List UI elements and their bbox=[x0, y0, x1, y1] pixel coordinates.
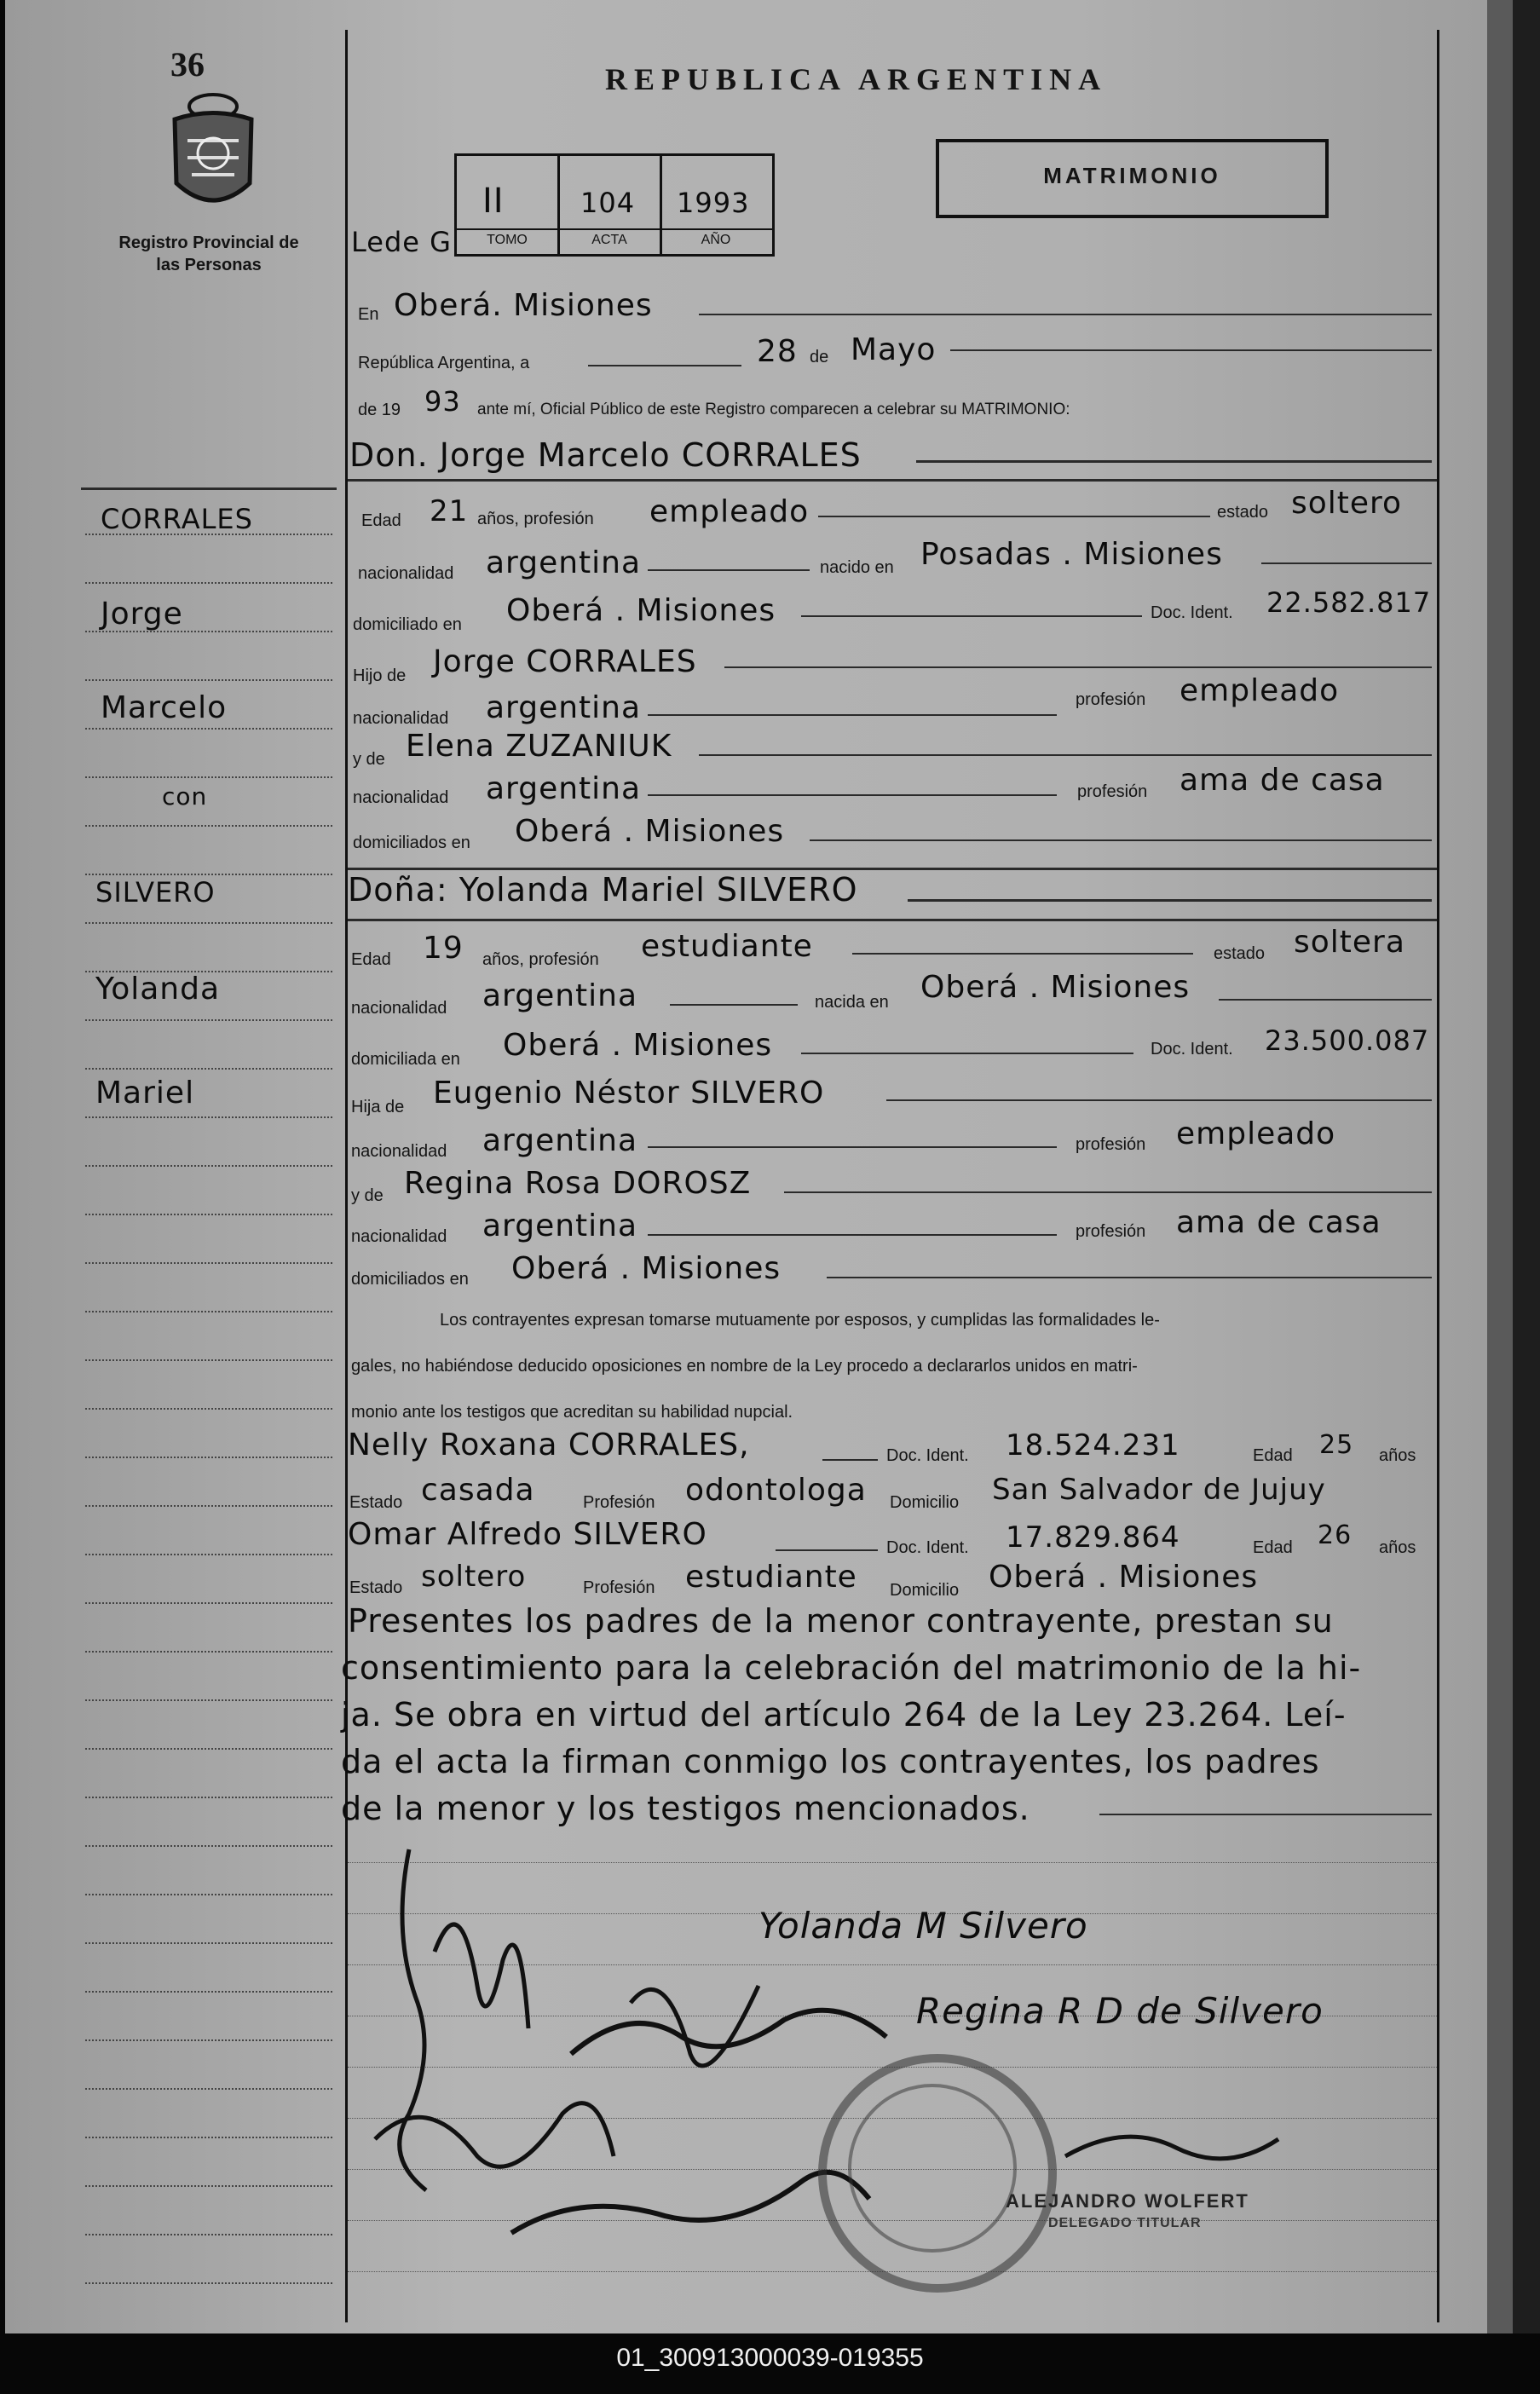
page-number: 36 bbox=[170, 45, 205, 84]
coat-of-arms-logo bbox=[158, 89, 268, 217]
bride-father-nat-label: nacionalidad bbox=[351, 1142, 447, 1161]
bride-father: Eugenio Néstor SILVERO bbox=[433, 1076, 825, 1110]
notes-line-1: Presentes los padres de la menor contrayente, prestan su bbox=[348, 1602, 1334, 1640]
bride-status-label: estado bbox=[1214, 944, 1266, 963]
declaration-line-3: monio ante los testigos que acreditan su habilidad nupcial. bbox=[351, 1403, 793, 1422]
bride-nat-label: nacionalidad bbox=[351, 999, 447, 1018]
notes-line-5: de la menor y los testigos mencionados. bbox=[341, 1790, 1030, 1827]
bride-mother: Regina Rosa DOROSZ bbox=[404, 1166, 752, 1201]
witness-2-status-label: Estado bbox=[349, 1578, 403, 1597]
bride-born-label: nacida en bbox=[815, 993, 889, 1012]
groom-age-label: Edad bbox=[361, 511, 401, 530]
groom-age-suffix: años, profesión bbox=[477, 510, 594, 528]
year-prefix: de 19 bbox=[358, 401, 401, 419]
groom-parents-dom-label: domiciliados en bbox=[353, 834, 470, 852]
stamp-name: ALEJANDRO WOLFERT bbox=[1006, 2190, 1249, 2212]
witness-1-domicile: San Salvador de Jujuy bbox=[992, 1473, 1326, 1507]
binder-shadow bbox=[1513, 0, 1540, 2333]
scan-id: 01_300913000039-019355 bbox=[616, 2344, 924, 2372]
witness-1-age-label: Edad bbox=[1253, 1446, 1293, 1465]
bride-age: 19 bbox=[423, 931, 464, 966]
witness-2-age: 26 bbox=[1318, 1520, 1353, 1550]
groom-dom-label: domiciliado en bbox=[353, 615, 462, 634]
groom-domicile: Oberá . Misiones bbox=[506, 593, 776, 628]
margin-given-1: Jorge bbox=[101, 597, 183, 632]
right-border bbox=[1437, 30, 1439, 2322]
bride-father-nat: argentina bbox=[482, 1123, 638, 1158]
witness-1-profession: odontologa bbox=[685, 1473, 867, 1508]
stamp-title: DELEGADO TITULAR bbox=[1048, 2216, 1202, 2230]
groom-name: Don. Jorge Marcelo CORRALES bbox=[349, 436, 862, 474]
witness-2-age-label: Edad bbox=[1253, 1538, 1293, 1557]
bride-father-label: Hija de bbox=[351, 1098, 405, 1116]
groom-father-label: Hijo de bbox=[353, 666, 407, 685]
notes-line-4: da el acta la firman conmigo los contrayentes, los padres bbox=[341, 1743, 1320, 1780]
place-prefix: En bbox=[358, 305, 379, 324]
witness-1-age: 25 bbox=[1319, 1430, 1354, 1460]
witness-1-status-label: Estado bbox=[349, 1493, 403, 1512]
doc-type-box bbox=[936, 139, 1329, 218]
witness-1-doc: 18.524.231 bbox=[1006, 1428, 1180, 1462]
groom-status: soltero bbox=[1291, 486, 1403, 521]
registry-name: Registro Provincial de las Personas bbox=[118, 234, 299, 274]
bride-born: Oberá . Misiones bbox=[920, 970, 1191, 1005]
date-day: 28 bbox=[757, 334, 798, 369]
date-statement: ante mí, Oficial Público de este Registro comparecen a celebrar su MATRIMONIO: bbox=[477, 401, 1070, 418]
declaration-line-2: gales, no habiéndose deducido oposiciones en nombre de la Ley procedo a declararlos unidos en matri- bbox=[351, 1357, 1138, 1376]
groom-born-label: nacido en bbox=[820, 558, 894, 577]
bride-parents-dom: Oberá . Misiones bbox=[511, 1251, 782, 1286]
date-mid: de bbox=[810, 348, 829, 366]
groom-father-nat: argentina bbox=[486, 690, 642, 725]
witness-2-domicile: Oberá . Misiones bbox=[989, 1560, 1259, 1595]
bride-name: Doña: Yolanda Mariel SILVERO bbox=[348, 871, 858, 909]
bride-domicile: Oberá . Misiones bbox=[503, 1028, 773, 1063]
margin-surname-1: CORRALES bbox=[101, 503, 253, 535]
bride-dom-label: domiciliada en bbox=[351, 1050, 460, 1069]
witness-2-age-suffix: años bbox=[1379, 1538, 1416, 1557]
margin-connector: con bbox=[162, 782, 208, 810]
ano-label: AÑO bbox=[701, 233, 731, 247]
acta-label: ACTA bbox=[591, 233, 627, 247]
tomo-label: TOMO bbox=[487, 233, 528, 247]
witness-2-prof-label: Profesión bbox=[583, 1578, 655, 1597]
groom-nat-label: nacionalidad bbox=[358, 564, 454, 583]
groom-born: Posadas . Misiones bbox=[920, 537, 1223, 572]
bride-doc: 23.500.087 bbox=[1265, 1024, 1430, 1057]
doc-type: MATRIMONIO bbox=[1043, 163, 1221, 188]
bride-father-prof-label: profesión bbox=[1076, 1135, 1146, 1154]
groom-doc: 22.582.817 bbox=[1266, 586, 1432, 619]
bride-profession: estudiante bbox=[641, 929, 813, 964]
witness-1-name: Nelly Roxana CORRALES, bbox=[348, 1428, 750, 1462]
bride-mother-prof-label: profesión bbox=[1076, 1222, 1146, 1241]
signature-mother: Regina R D de Silvero bbox=[916, 1990, 1324, 2032]
bride-nationality: argentina bbox=[482, 978, 638, 1013]
tomo-value: II bbox=[482, 182, 505, 221]
bride-age-label: Edad bbox=[351, 950, 391, 969]
declaration-line-1: Los contrayentes expresan tomarse mutuamente por esposos, y cumplidas las formalidades le- bbox=[440, 1311, 1160, 1330]
bride-status: soltera bbox=[1294, 925, 1405, 960]
witness-2-name: Omar Alfredo SILVERO bbox=[348, 1517, 707, 1552]
witness-2-profession: estudiante bbox=[685, 1560, 857, 1595]
bride-mother-prof: ama de casa bbox=[1176, 1205, 1381, 1240]
groom-mother-nat-label: nacionalidad bbox=[353, 788, 449, 807]
notes-line-2: consentimiento para la celebración del matrimonio de la hi- bbox=[341, 1649, 1362, 1687]
groom-father-nat-label: nacionalidad bbox=[353, 709, 449, 728]
groom-nationality: argentina bbox=[486, 545, 642, 580]
groom-age: 21 bbox=[430, 494, 469, 528]
bride-mother-label: y de bbox=[351, 1186, 384, 1205]
groom-parents-dom: Oberá . Misiones bbox=[515, 814, 785, 849]
margin-surname-2: SILVERO bbox=[95, 876, 216, 909]
year-value: 93 bbox=[424, 385, 461, 418]
margin-given-4: Mariel bbox=[95, 1076, 195, 1110]
witness-1-age-suffix: años bbox=[1379, 1446, 1416, 1465]
bride-mother-nat: argentina bbox=[482, 1209, 638, 1243]
sede-label: Lede G bbox=[351, 226, 452, 258]
witness-2-dom-label: Domicilio bbox=[890, 1581, 960, 1600]
margin-given-3: Yolanda bbox=[95, 972, 221, 1007]
groom-profession: empleado bbox=[649, 494, 810, 529]
country-title: REPUBLICA ARGENTINA bbox=[605, 62, 1108, 96]
bride-doc-label: Doc. Ident. bbox=[1151, 1040, 1233, 1059]
groom-father: Jorge CORRALES bbox=[433, 644, 697, 679]
record-box bbox=[454, 153, 775, 257]
groom-mother-prof-label: profesión bbox=[1077, 782, 1148, 801]
bride-father-prof: empleado bbox=[1176, 1116, 1336, 1151]
groom-mother-label: y de bbox=[353, 750, 385, 769]
witness-1-doc-label: Doc. Ident. bbox=[886, 1446, 969, 1465]
place-value: Oberá. Misiones bbox=[394, 288, 653, 323]
bride-mother-nat-label: nacionalidad bbox=[351, 1227, 447, 1246]
signature-bride: Yolanda M Silvero bbox=[758, 1905, 1088, 1947]
groom-doc-label: Doc. Ident. bbox=[1151, 603, 1233, 622]
ano-value: 1993 bbox=[677, 187, 750, 219]
witness-2-doc: 17.829.864 bbox=[1006, 1520, 1180, 1555]
witness-2-status: soltero bbox=[421, 1560, 527, 1594]
groom-father-prof: empleado bbox=[1180, 673, 1340, 708]
witness-1-status: casada bbox=[421, 1473, 535, 1508]
margin-divider bbox=[345, 30, 348, 2322]
groom-mother-nat: argentina bbox=[486, 771, 642, 806]
bride-parents-dom-label: domiciliados en bbox=[351, 1270, 469, 1289]
witness-1-dom-label: Domicilio bbox=[890, 1493, 960, 1512]
witness-2-doc-label: Doc. Ident. bbox=[886, 1538, 969, 1557]
bride-age-suffix: años, profesión bbox=[482, 950, 599, 969]
groom-mother-prof: ama de casa bbox=[1180, 763, 1385, 798]
date-prefix: República Argentina, a bbox=[358, 354, 530, 372]
acta-value: 104 bbox=[580, 187, 636, 219]
margin-given-2: Marcelo bbox=[101, 690, 228, 725]
notes-line-3: ja. Se obra en virtud del artículo 264 de la Ley 23.264. Leí- bbox=[341, 1696, 1347, 1733]
groom-father-prof-label: profesión bbox=[1076, 690, 1146, 709]
groom-mother: Elena ZUZANIUK bbox=[406, 729, 672, 764]
witness-1-prof-label: Profesión bbox=[583, 1493, 655, 1512]
official-seal bbox=[818, 2054, 1057, 2293]
groom-status-label: estado bbox=[1217, 503, 1269, 522]
date-month: Mayo bbox=[851, 332, 937, 367]
